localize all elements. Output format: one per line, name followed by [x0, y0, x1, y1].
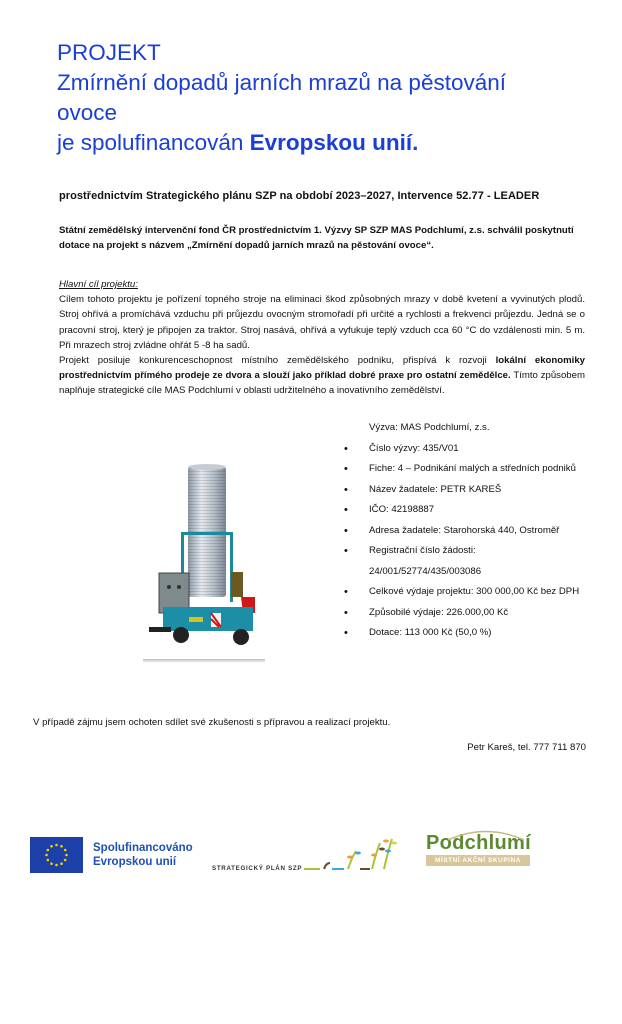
title-line-4-bold: Evropskou unií.: [249, 130, 419, 155]
project-info: [342, 418, 617, 644]
project-title: [57, 38, 577, 158]
mas-logo-name: Podchlumí: [426, 832, 531, 854]
info-item-call-number: • Číslo výzvy: 435/V01: [342, 439, 617, 460]
goal-heading: Hlavní cíl projektu:: [59, 279, 138, 290]
title-line-2: Zmírnění dopadů jarních mrazů na pěstování: [57, 70, 507, 95]
info-item-applicant: • Název žadatele: PETR KAREŠ: [342, 480, 617, 501]
title-line-3: ovoce: [57, 100, 118, 125]
title-line-1: PROJEKT: [57, 40, 161, 65]
eu-logo-text: [93, 841, 193, 870]
strategic-plan-logo: [212, 835, 398, 875]
closing-text: V případě zájmu jsem ochoten sdílet své zkušenosti s přípravou a realizací projektu.: [33, 717, 391, 728]
plants-icon: [302, 835, 398, 875]
eu-flag-icon: [30, 837, 83, 873]
szp-logo-text: STRATEGICKÝ PLÁN SZP: [212, 865, 303, 872]
info-item-fiche: • Fiche: 4 – Podnikání malých a středních podniků: [342, 459, 617, 480]
eu-cofinanced-logo: [30, 837, 193, 873]
info-item-eligible-costs: • Způsobilé výdaje: 226.000,00 Kč: [342, 603, 617, 624]
info-list: [342, 439, 617, 644]
eu-logo-line-2: Evropskou unií: [93, 856, 177, 868]
goal-section: [59, 277, 585, 399]
goal-paragraph-2-bold: lokální ekonomiky prostřednictvím přímého prodeje ze dvora a slouží jako příklad dobré praxe pro ostatní zemědělce.: [59, 355, 585, 382]
goal-paragraph-2-start: Projekt posiluje konkurenceschopnost místního zemědělského podniku, přispívá k rozvoji: [59, 355, 496, 367]
mas-podchlumi-logo: [426, 832, 530, 866]
info-item-total-costs: • Celkové výdaje projektu: 300 000,00 Kč bez DPH: [342, 582, 584, 603]
intro-text: Státní zemědělský intervenční fond ČR prostřednictvím 1. Výzvy SP SZP MAS Podchlumí, z.s. schválil poskytnutí dotace na projekt s názvem „Zmírnění dopadů jarních mrazů na pěstování ovoce“.: [59, 225, 574, 251]
info-item-subsidy: • Dotace: 113 000 Kč (50,0 %): [342, 623, 617, 644]
goal-paragraph-2: [59, 353, 585, 399]
eu-logo-line-1: Spolufinancováno: [93, 841, 193, 854]
info-item-ico: • IČO: 42198887: [342, 500, 617, 521]
photo-shadow: [143, 659, 265, 663]
heating-machine-image: [141, 447, 265, 663]
signature: Petr Kareš, tel. 777 711 870: [467, 742, 586, 753]
title-line-4: [57, 128, 577, 158]
title-line-4-prefix: je spolufinancován: [57, 130, 250, 155]
machine-photo: [141, 447, 265, 663]
mas-logo-subtitle: MÍSTNÍ AKČNÍ SKUPINA: [426, 855, 530, 866]
info-item-registration: • Registrační číslo žádosti: 24/001/52774/435/003086: [342, 541, 529, 582]
subtitle: prostřednictvím Strategického plánu SZP na období 2023–2027, Intervence 52.77 - LEADER: [59, 190, 540, 202]
goal-paragraph-1: Cílem tohoto projektu je pořízení topného stroje na eliminaci škod způsobných mrazy v době kvetení a vyvinutých plodů. Stroj ohřívá a promíchává vzduchu při průjezdu ovocným stromořadí při určité a rychlosti a frekvenci průjezdu. Jedná se o pracovní stroj, který je připojen za traktor. Stroj nasává, ohřívá a vyfukuje teplý vzduch cca 60 °C do vzdálenosti min. 5 m. Při mrazech stroj zvládne ohřát 5 -8 ha sadů.: [59, 294, 585, 351]
info-call: Výzva: MAS Podchlumí, z.s.: [369, 422, 490, 433]
arc-icon: [446, 827, 526, 841]
info-item-address: • Adresa žadatele: Starohorská 440, Ostroměř: [342, 521, 617, 542]
goal-paragraph-2-end: Tímto způsobem naplňuje strategické cíle MAS Podchlumí v oblasti udržitelného a inovativního zemědělství.: [59, 370, 585, 397]
